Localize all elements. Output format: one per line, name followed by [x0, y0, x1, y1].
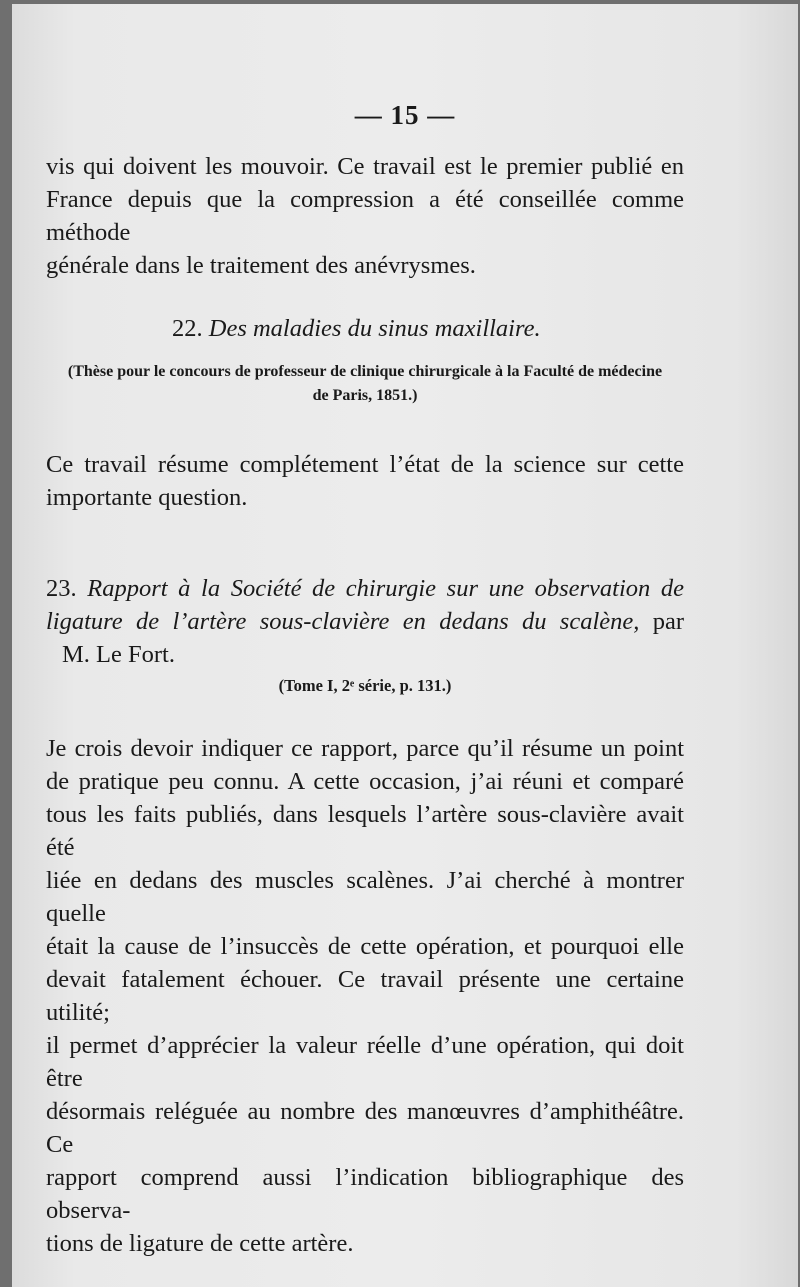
text-line: il permet d’apprécier la valeur réelle d’une opération, qui doit être [46, 1032, 684, 1092]
text-line: devait fatalement échouer. Ce travail présente une certaine utilité; [46, 966, 684, 1026]
text-line: de pratique peu connu. A cette occasion, j’ai réuni et comparé [46, 768, 684, 795]
note-line: (Thèse pour le concours de professeur de clinique chirurgicale à la Faculté de médecine [67, 363, 663, 380]
text-line: désormais reléguée au nombre des manœuvres d’amphithéâtre. Ce [46, 1098, 684, 1158]
entry-number: 23. [46, 575, 77, 602]
entry-title-line: M. Le Fort. [62, 641, 175, 668]
text-line: rapport comprend aussi l’indication bibliographique des observa- [46, 1164, 684, 1224]
text-line: France depuis que la compression a été conseillée comme méthode [46, 186, 684, 246]
entry-22-heading [46, 312, 684, 345]
text-line: vis qui doivent les mouvoir. Ce travail est le premier publié en [46, 153, 684, 180]
entry-title-line: ligature de l’artère sous-clavière en dedans du scalène, [46, 608, 640, 635]
text-line: Ce travail résume complétement l’état de la science sur cette [46, 451, 684, 478]
intro-paragraph [46, 150, 684, 282]
text-line: tions de ligature de cette artère. [46, 1230, 354, 1257]
entry-23-heading [46, 572, 684, 671]
document-page [12, 4, 798, 1287]
text-line: importante question. [46, 484, 248, 511]
note-line: (Tome I, 2ᵉ série, p. 131.) [278, 676, 452, 695]
entry-22-note [46, 360, 684, 408]
note-line: de Paris, 1851.) [312, 387, 418, 404]
text-line: Je crois devoir indiquer ce rapport, parce qu’il résume un point [46, 735, 684, 762]
entry-title-suffix: par [652, 608, 685, 635]
text-line: liée en dedans des muscles scalènes. J’ai cherché à montrer quelle [46, 867, 684, 927]
entry-number: 22. [172, 315, 203, 342]
entry-title: Des maladies du sinus maxillaire. [208, 315, 541, 342]
entry-22-body [46, 448, 684, 514]
page-number: — 15 — [354, 100, 456, 130]
text-line: générale dans le traitement des anévrysmes. [46, 252, 476, 279]
text-line: tous les faits publiés, dans lesquels l’artère sous-clavière avait été [46, 801, 684, 861]
entry-23-note [46, 674, 684, 698]
entry-title-line: Rapport à la Société de chirurgie sur une observation de [87, 575, 685, 602]
entry-23-body [46, 732, 684, 1260]
text-line: était la cause de l’insuccès de cette opération, et pourquoi elle [46, 933, 684, 960]
